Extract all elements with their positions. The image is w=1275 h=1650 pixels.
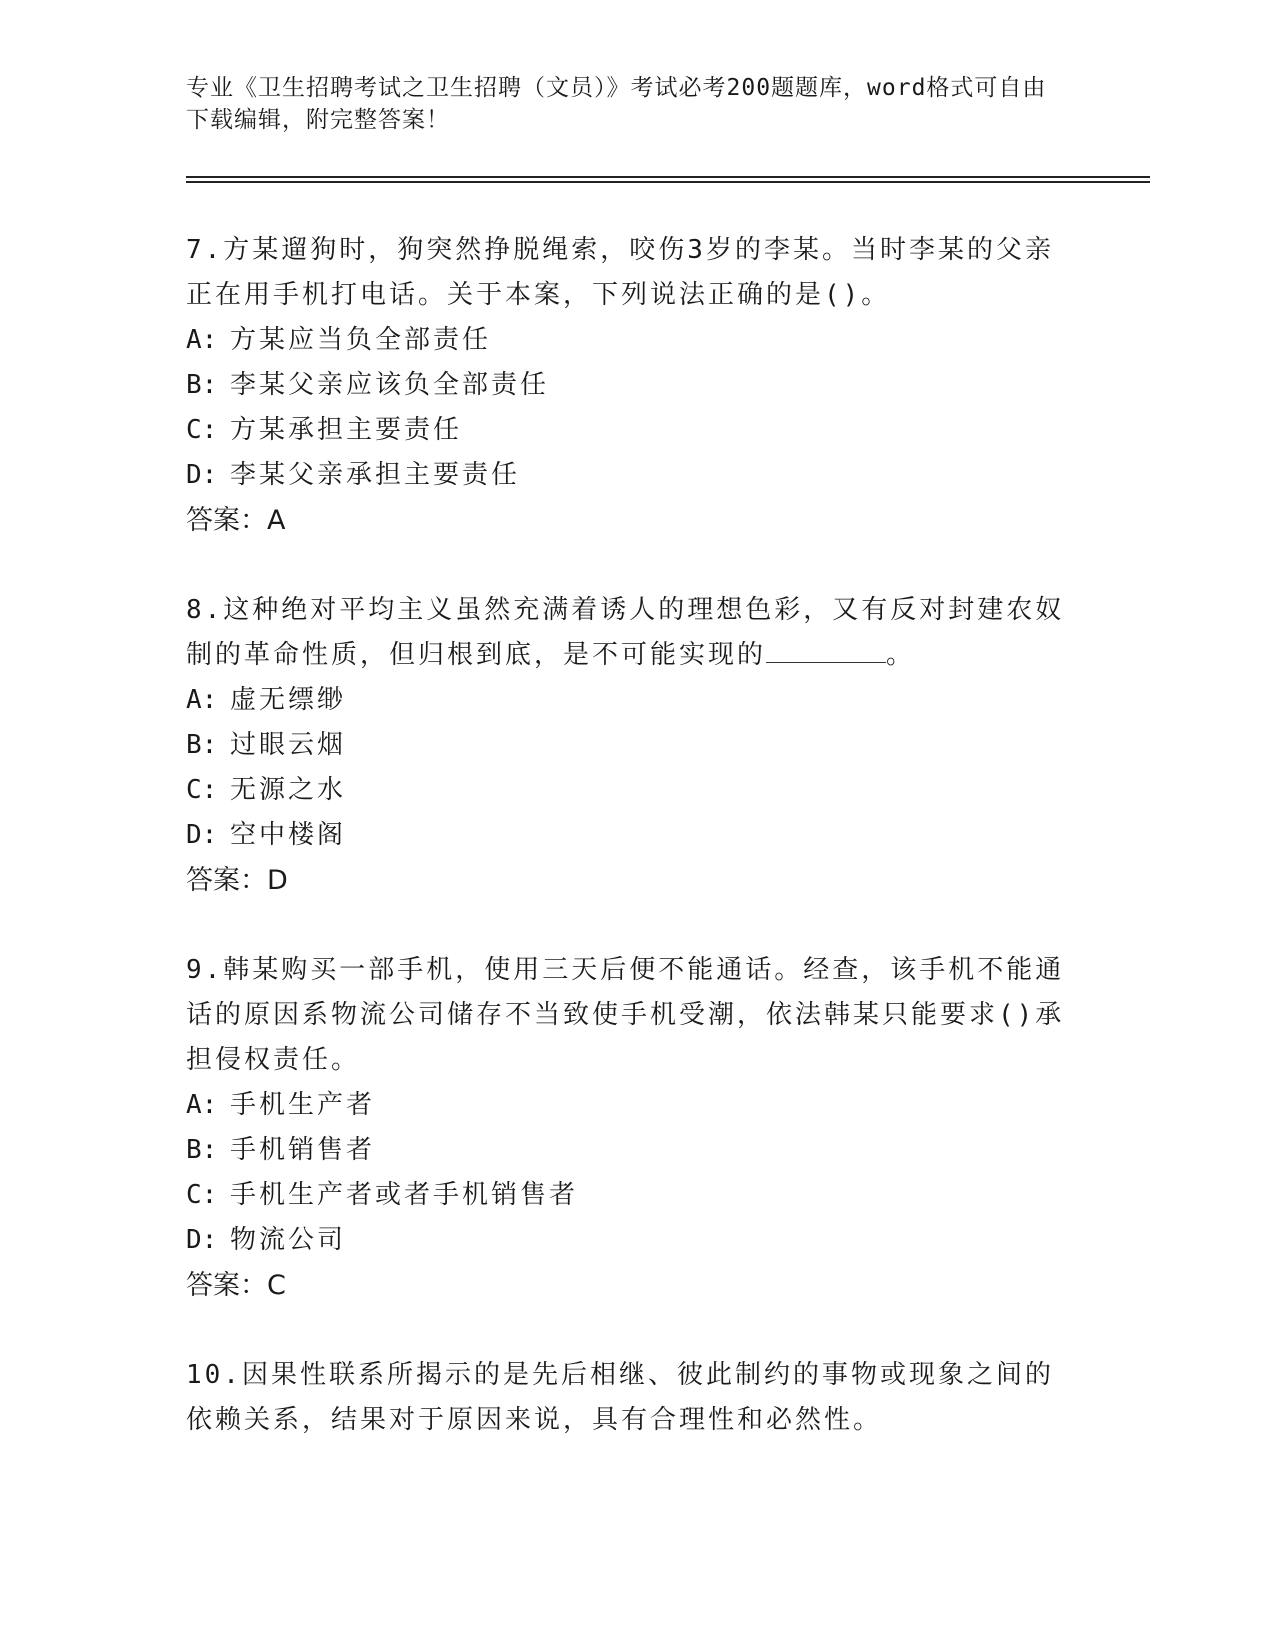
option-letter: D:	[186, 460, 218, 490]
option-c	[186, 408, 1066, 453]
option-letter: A:	[186, 685, 218, 715]
option-letter: B:	[186, 1135, 218, 1165]
question-7	[186, 228, 1066, 543]
question-stem-end: 。	[886, 640, 916, 670]
option-text: 李某父亲应该负全部责任	[230, 370, 550, 400]
fill-in-blank	[766, 638, 886, 663]
answer-line: 答案：A	[186, 505, 286, 536]
answer-line: 答案：D	[186, 865, 288, 896]
option-b	[186, 1128, 1066, 1173]
option-letter: C:	[186, 775, 218, 805]
question-stem	[186, 588, 1066, 678]
option-letter: D:	[186, 820, 218, 850]
option-letter: D:	[186, 1225, 218, 1255]
option-text: 物流公司	[230, 1225, 347, 1255]
option-d	[186, 453, 1066, 498]
option-letter: B:	[186, 370, 218, 400]
option-text: 手机生产者	[230, 1090, 376, 1120]
option-d	[186, 1218, 1066, 1263]
option-a	[186, 318, 1066, 363]
option-letter: C:	[186, 1180, 218, 1210]
option-b	[186, 723, 1066, 768]
question-8	[186, 588, 1066, 903]
option-text: 方某应当负全部责任	[230, 325, 492, 355]
option-a	[186, 1083, 1066, 1128]
question-stem: 9.韩某购买一部手机，使用三天后便不能通话。经查，该手机不能通话的原因系物流公司储存不当致使手机受潮，依法韩某只能要求()承担侵权责任。	[186, 955, 1065, 1075]
option-c	[186, 1173, 1066, 1218]
question-10	[186, 1353, 1066, 1443]
option-text: 手机销售者	[230, 1135, 376, 1165]
header-divider-bottom	[186, 181, 1150, 183]
option-text: 空中楼阁	[230, 820, 347, 850]
option-b	[186, 363, 1066, 408]
option-text: 手机生产者或者手机销售者	[230, 1180, 579, 1210]
header-intro-text: 专业《卫生招聘考试之卫生招聘（文员）》考试必考200题题库，word格式可自由下载编辑，附完整答案！	[186, 75, 1047, 133]
option-letter: B:	[186, 730, 218, 760]
header-divider-top	[186, 176, 1150, 178]
option-text: 无源之水	[230, 775, 347, 805]
option-text: 过眼云烟	[230, 730, 347, 760]
question-stem: 10.因果性联系所揭示的是先后相继、彼此制约的事物或现象之间的依赖关系，结果对于原因来说，具有合理性和必然性。	[186, 1360, 1054, 1435]
option-text: 李某父亲承担主要责任	[230, 460, 521, 490]
question-stem-text: 8.这种绝对平均主义虽然充满着诱人的理想色彩，又有反对封建农奴制的革命性质，但归根到底，是不可能实现的	[186, 595, 1065, 670]
page-header	[186, 72, 1066, 136]
option-d	[186, 813, 1066, 858]
option-letter: C:	[186, 415, 218, 445]
answer-line: 答案：C	[186, 1270, 286, 1301]
question-9	[186, 948, 1066, 1308]
option-text: 方某承担主要责任	[230, 415, 463, 445]
option-a	[186, 678, 1066, 723]
option-c	[186, 768, 1066, 813]
option-letter: A:	[186, 1090, 218, 1120]
question-stem: 7.方某遛狗时，狗突然挣脱绳索，咬伤3岁的李某。当时李某的父亲正在用手机打电话。关于本案，下列说法正确的是()。	[186, 235, 1054, 310]
option-text: 虚无缥缈	[230, 685, 347, 715]
option-letter: A:	[186, 325, 218, 355]
